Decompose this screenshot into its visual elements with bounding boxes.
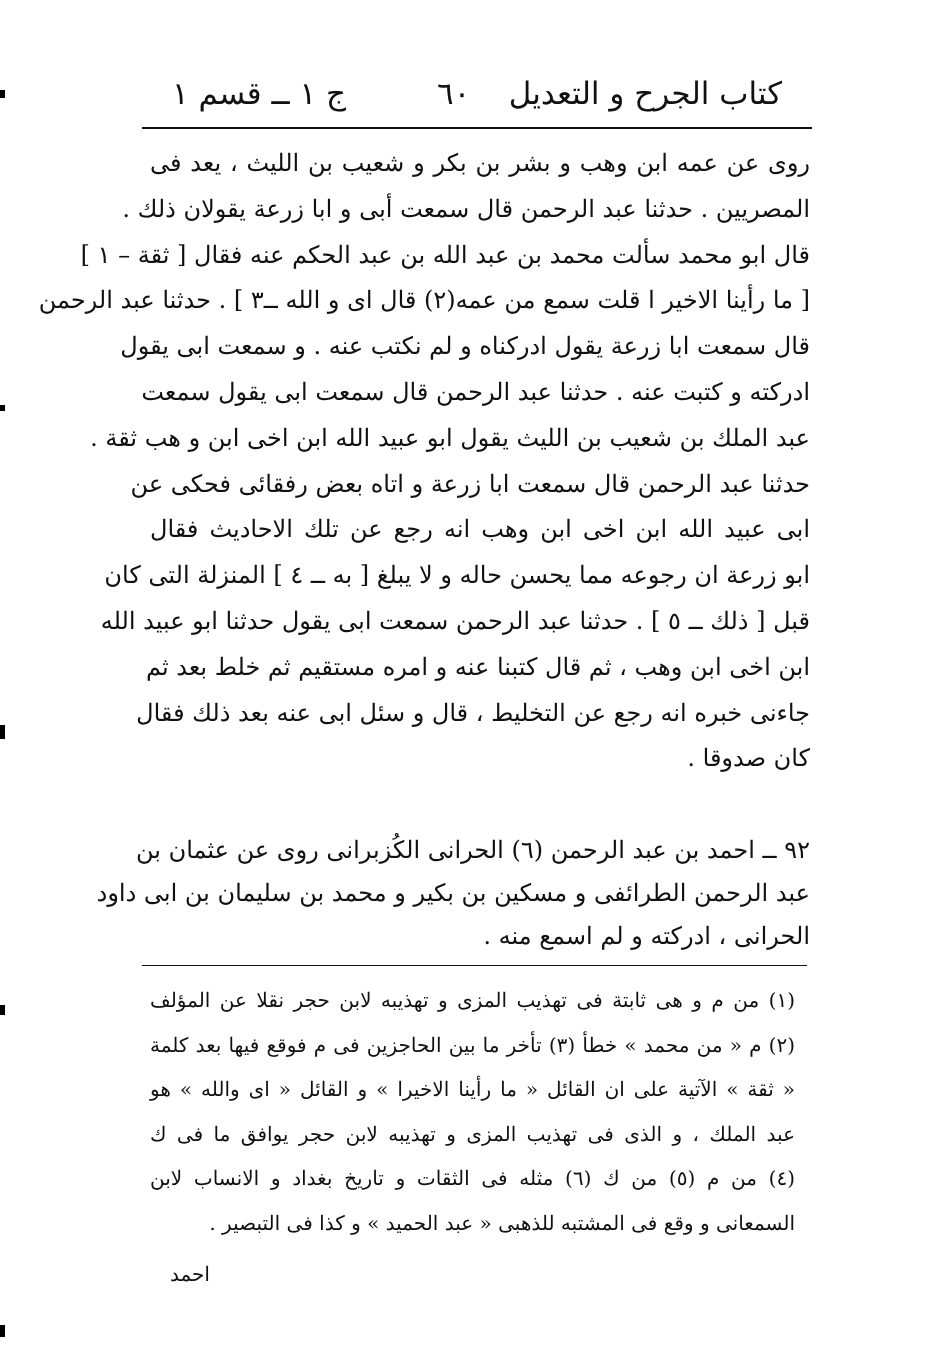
footnote-line: عبد الملك ، و الذى فى تهذيب المزى و تهذيبه لابن حجر يوافق ما فى ك: [150, 1121, 795, 1146]
text-line: ابن اخى ابن وهب ، ثم قال كتبنا عنه و امره مستقيم ثم خلط بعد ثم: [145, 652, 810, 681]
text-line: قبل [ ذلك ــ ٥ ] . حدثنا عبد الرحمن سمعت ابى يقول حدثنا ابو عبيد الله: [100, 606, 810, 635]
header-rule: [142, 127, 812, 129]
page-number: ٦٠: [437, 76, 471, 112]
text-line: ابى عبيد الله ابن اخى ابن وهب انه رجع عن تلك الاحاديث فقال: [150, 515, 810, 544]
text-line: كان صدوقا .: [687, 744, 810, 773]
scan-edge-mark: [0, 90, 5, 98]
text-line: المصريين . حدثنا عبد الرحمن قال سمعت أبى و ابا زرعة يقولان ذلك .: [122, 194, 810, 223]
entry-92: [96, 829, 810, 958]
footnotes: [150, 978, 795, 1245]
text-line: جاءنى خبره انه رجع عن التخليط ، قال و سئل ابى عنه بعد ذلك فقال: [136, 698, 810, 727]
scan-edge-mark: [0, 1005, 5, 1015]
catchword: احمد: [170, 1262, 210, 1286]
footnote-line: (١) من م و هى ثابتة فى تهذيب المزى و تهذيبه لابن حجر نقلا عن المؤلف: [150, 988, 795, 1012]
book-title: كتاب الجرح و التعديل: [508, 76, 782, 112]
text-line: قال سمعت ابا زرعة يقول ادركناه و لم نكتب عنه . و سمعت ابى يقول: [120, 332, 810, 361]
text-line: [ ما رأينا الاخير ا قلت سمع من عمه(٢) قال اى و الله ــ٣ ] . حدثنا عبد الرحمن: [38, 286, 810, 315]
text-line: روى عن عمه ابن وهب و بشر بن بكر و شعيب بن الليث ، يعد فى: [150, 149, 810, 177]
text-line: قال ابو محمد سألت محمد بن عبد الله بن عبد الحكم عنه فقال [ ثقة – ١ ]: [80, 240, 810, 269]
text-line: عبد الملك بن شعيب بن الليث يقول ابو عبيد الله ابن اخى ابن و هب ثقة .: [90, 423, 810, 452]
text-line: حدثنا عبد الرحمن قال سمعت ابا زرعة و اتاه بعض رفقائى فحكى عن: [130, 469, 810, 498]
main-text: [38, 141, 810, 782]
scan-edge-mark: [0, 1325, 5, 1337]
footnote-line: (٤) من م (٥) من ك (٦) مثله فى الثقات و تاريخ بغداد و الانساب لابن: [150, 1166, 796, 1190]
text-line: ابو زرعة ان رجوعه مما يحسن حاله و لا يبلغ [ به ــ ٤ ] المنزلة التى كان: [104, 561, 810, 590]
scan-edge-mark: [0, 725, 5, 739]
entry-line: الحرانى ، ادركته و لم اسمع منه .: [483, 922, 810, 950]
scan-edge-mark: [0, 405, 5, 411]
footnote-line: السمعانى و وقع فى المشتبه للذهبى « عبد الحميد » و كذا فى التبصير .: [209, 1210, 795, 1235]
text-line: ادركته و كتبت عنه . حدثنا عبد الرحمن قال سمعت ابى يقول سمعت: [141, 377, 810, 406]
entry-line: عبد الرحمن الطرائفى و مسكين بن بكير و محمد بن سليمان بن ابى داود: [96, 879, 810, 907]
volume-part: ج ١ ــ قسم ١: [172, 76, 347, 112]
running-header: [142, 70, 812, 126]
entry-line: ٩٢ ــ احمد بن عبد الرحمن (٦) الحرانى الكُزبرانى روى عن عثمان بن: [135, 836, 810, 864]
footnote-line: (٢) م « من محمد » خطأ (٣) تأخر ما بين الحاجزين فى م فوقع فيها بعد كلمة: [150, 1032, 796, 1057]
footnote-rule: [142, 965, 807, 966]
footnote-line: « ثقة » الآتية على ان القائل « ما رأينا الاخيرا » و القائل « اى والله » هو: [150, 1077, 795, 1101]
